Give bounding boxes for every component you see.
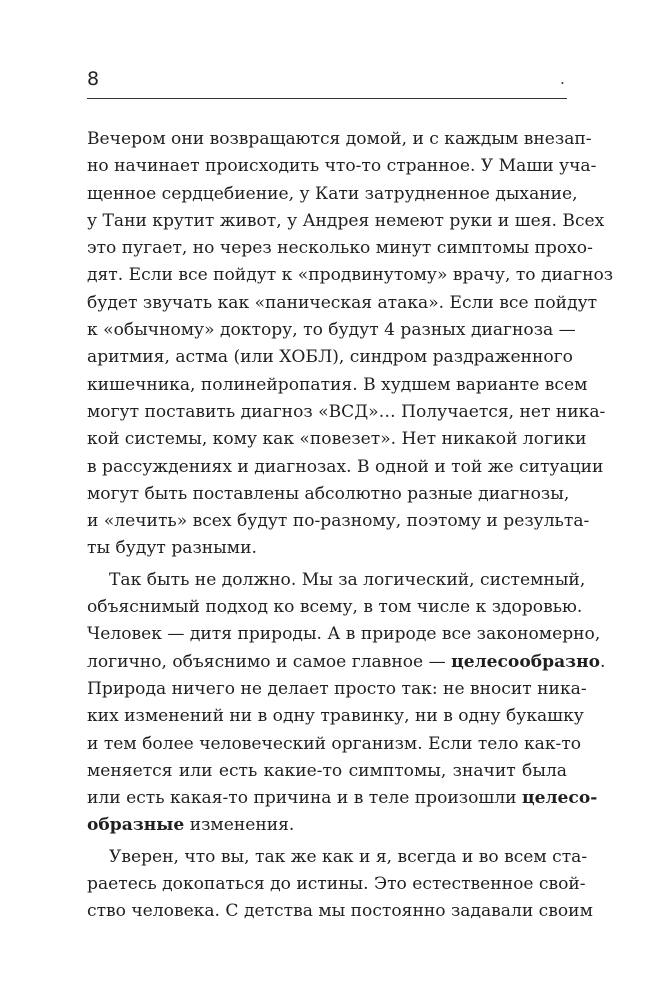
- text-segment: к «обычному» доктору, то будут 4 разных диагноза —: [87, 320, 576, 341]
- running-header: [87, 66, 567, 98]
- text-line: [87, 898, 593, 925]
- text-line: [87, 594, 583, 621]
- text-line: [87, 567, 586, 594]
- text-segment: Уверен, что вы, так же как и я, всегда и во всем ста-: [109, 846, 588, 867]
- text-line: [87, 758, 567, 785]
- emphasis-text: целесообразно: [451, 651, 600, 672]
- text-segment: будет звучать как «паническая атака». Если все пойдут: [87, 292, 598, 313]
- text-line: [87, 399, 606, 426]
- text-line: [87, 372, 588, 399]
- text-segment: это пугает, но через несколько минут симптомы прохо-: [87, 238, 593, 259]
- text-segment: в рассуждениях и диагнозах. В одной и той же ситуации: [87, 456, 604, 477]
- text-segment: .: [600, 651, 606, 672]
- text-segment: у Тани крутит живот, у Андрея немеют руки и шея. Всех: [87, 210, 605, 231]
- page-number: 8: [87, 68, 100, 90]
- header-dot: .: [559, 69, 565, 88]
- text-line: [87, 290, 598, 317]
- text-segment: могут поставить диагноз «ВСД»… Получается, нет ника-: [87, 401, 606, 422]
- emphasis-text: целесо-: [521, 788, 598, 809]
- text-segment: кишечника, полинейропатия. В худшем варианте всем: [87, 374, 588, 395]
- text-segment: изменения.: [184, 815, 295, 836]
- text-line: [87, 481, 570, 508]
- text-segment: щенное сердцебиение, у Кати затрудненное дыхание,: [87, 183, 578, 204]
- text-segment: Природа ничего не делает просто так: не вносит ника-: [87, 678, 587, 699]
- text-line: [87, 126, 592, 153]
- paragraph: [87, 567, 606, 840]
- text-segment: аритмия, астма (или ХОБЛ), синдром раздраженного: [87, 347, 573, 368]
- text-line: [87, 426, 587, 453]
- text-segment: объяснимый подход ко всему, в том числе к здоровью.: [87, 597, 583, 618]
- body-text: [87, 126, 614, 926]
- text-segment: кой системы, кому как «повезет». Нет никакой логики: [87, 429, 587, 450]
- text-line: [87, 703, 584, 730]
- text-segment: и «лечить» всех будут по-разному, поэтому и результа-: [87, 511, 590, 532]
- paragraph: [87, 844, 593, 926]
- text-line: [87, 344, 573, 371]
- text-segment: Так быть не должно. Мы за логический, системный,: [109, 569, 586, 590]
- emphasis-text: образные: [87, 815, 185, 836]
- text-line: [87, 731, 582, 758]
- header-divider: [87, 98, 567, 99]
- text-line: [87, 844, 588, 871]
- text-line: [87, 649, 606, 676]
- text-line: [87, 621, 601, 648]
- text-segment: и тем более человеческий организм. Если тело как-то: [87, 733, 582, 754]
- text-line: [87, 812, 567, 839]
- text-line: [87, 208, 605, 235]
- text-segment: ство человека. С детства мы постоянно задавали своим: [87, 901, 593, 922]
- text-segment: но начинает происходить что-то странное. У Маши уча-: [87, 156, 597, 177]
- text-segment: дят. Если все пойдут к «продвинутому» врачу, то диагноз: [87, 265, 614, 286]
- text-segment: ких изменений ни в одну травинку, ни в одну букашку: [87, 706, 584, 727]
- text-segment: Человек — дитя природы. А в природе все закономерно,: [87, 624, 601, 645]
- text-line: [87, 508, 590, 535]
- paragraph: [87, 126, 614, 563]
- text-line: [87, 181, 578, 208]
- text-line: [87, 235, 593, 262]
- text-line: [87, 454, 604, 481]
- text-segment: Вечером они возвращаются домой, и с каждым внезап-: [87, 129, 592, 149]
- text-segment: или есть какая-то причина и в теле произошли: [87, 788, 522, 809]
- text-line: [87, 262, 614, 289]
- text-segment: раетесь докопаться до истины. Это естественное свой-: [87, 874, 586, 895]
- text-line: [87, 785, 598, 812]
- text-segment: логично, объяснимо и самое главное —: [87, 651, 452, 672]
- text-segment: могут быть поставлены абсолютно разные диагнозы,: [87, 483, 570, 504]
- text-segment: ты будут разными.: [87, 538, 257, 559]
- text-line: [87, 535, 567, 562]
- text-segment: меняется или есть какие-то симптомы, значит была: [87, 760, 567, 781]
- text-line: [87, 871, 586, 898]
- text-line: [87, 153, 597, 180]
- text-line: [87, 317, 576, 344]
- text-line: [87, 676, 587, 703]
